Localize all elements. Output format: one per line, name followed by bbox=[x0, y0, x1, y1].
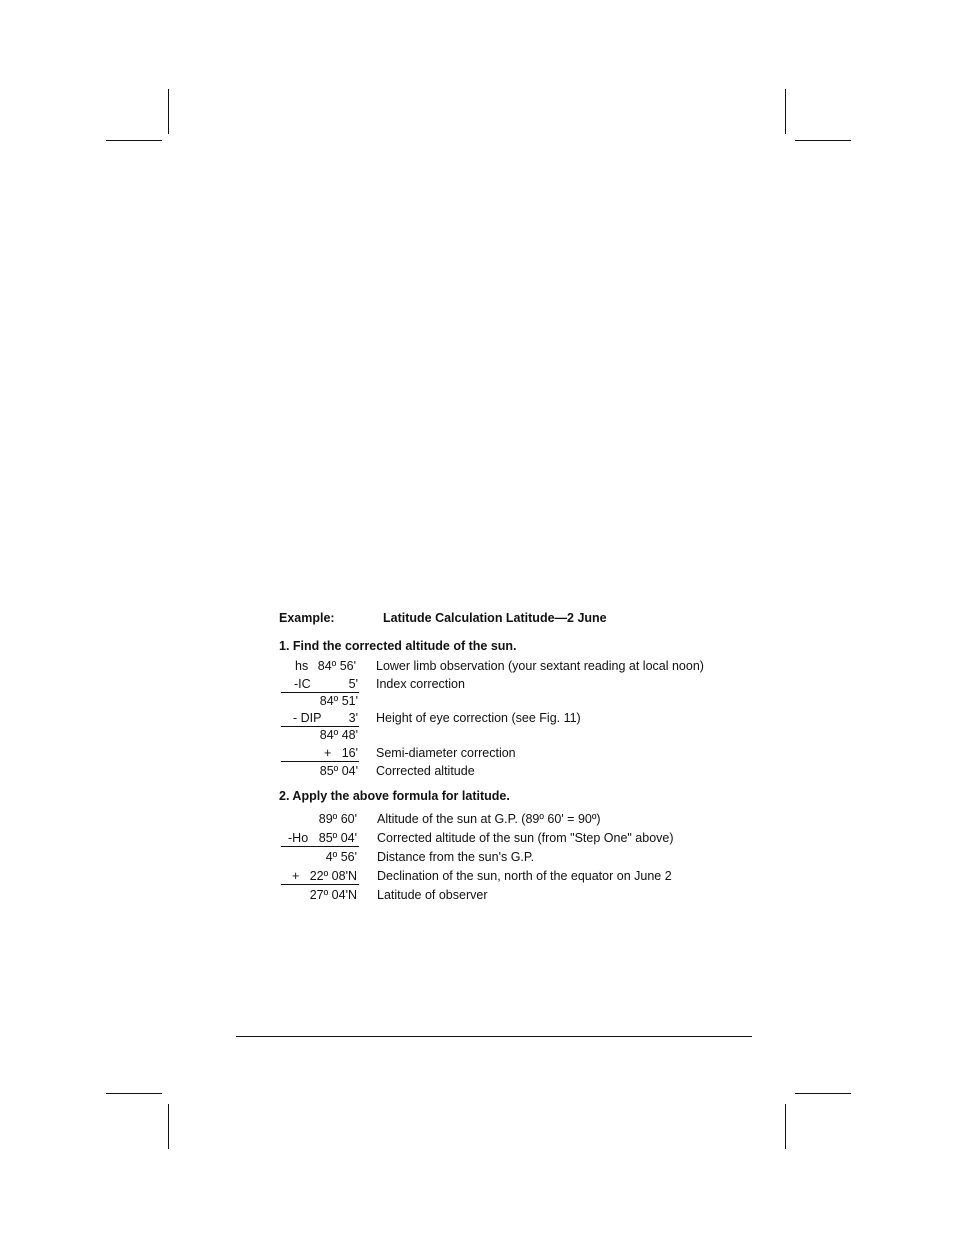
sum-rule bbox=[281, 726, 359, 727]
row-value: 84º 56' bbox=[317, 659, 356, 673]
row-description: Corrected altitude bbox=[376, 764, 475, 778]
row-description: Height of eye correction (see Fig. 11) bbox=[376, 711, 581, 725]
row-description: Lower limb observation (your sextant reading at local noon) bbox=[376, 659, 704, 673]
row-value: 27º 04'N bbox=[309, 888, 357, 902]
row-description: Index correction bbox=[376, 677, 465, 691]
sum-rule bbox=[281, 846, 359, 847]
example-title: Latitude Calculation Latitude—2 June bbox=[383, 611, 607, 625]
sum-rule bbox=[281, 884, 359, 885]
crop-mark-top-left-vertical bbox=[168, 89, 169, 134]
crop-mark-top-right-vertical bbox=[785, 89, 786, 134]
row-label: - DIP bbox=[293, 711, 322, 725]
step1-heading: 1. Find the corrected altitude of the sun. bbox=[279, 639, 517, 653]
row-value: 89º 60' bbox=[318, 812, 357, 826]
row-value: 85º 04' bbox=[318, 831, 357, 845]
row-description: Corrected altitude of the sun (from "Step One" above) bbox=[377, 831, 674, 845]
row-value: 4º 56' bbox=[325, 850, 357, 864]
crop-mark-bottom-left-vertical bbox=[168, 1104, 169, 1149]
row-value: 3' bbox=[348, 711, 358, 725]
crop-mark-bottom-right-horizontal bbox=[795, 1093, 851, 1094]
row-description: Declination of the sun, north of the equator on June 2 bbox=[377, 869, 672, 883]
footer-rule bbox=[236, 1036, 752, 1037]
row-label: -IC bbox=[294, 677, 311, 691]
row-label: + bbox=[292, 869, 300, 883]
crop-mark-bottom-left-horizontal bbox=[106, 1093, 162, 1094]
row-value: 84º 51' bbox=[319, 694, 358, 708]
row-label: + bbox=[324, 746, 332, 760]
crop-mark-bottom-right-vertical bbox=[785, 1104, 786, 1149]
row-value: 84º 48' bbox=[319, 728, 358, 742]
row-description: Distance from the sun's G.P. bbox=[377, 850, 535, 864]
row-description: Semi-diameter correction bbox=[376, 746, 516, 760]
row-label: hs bbox=[295, 659, 309, 673]
row-value: 22º 08'N bbox=[309, 869, 357, 883]
row-value: 16' bbox=[341, 746, 358, 760]
crop-mark-top-right-horizontal bbox=[795, 140, 851, 141]
row-description: Latitude of observer bbox=[377, 888, 488, 902]
step2-heading: 2. Apply the above formula for latitude. bbox=[279, 789, 510, 803]
sum-rule bbox=[281, 761, 359, 762]
example-label: Example: bbox=[279, 611, 335, 625]
row-value: 85º 04' bbox=[319, 764, 358, 778]
row-label: -Ho bbox=[288, 831, 309, 845]
row-value: 5' bbox=[348, 677, 358, 691]
row-description: Altitude of the sun at G.P. (89º 60' = 90º) bbox=[377, 812, 601, 826]
crop-mark-top-left-horizontal bbox=[106, 140, 162, 141]
sum-rule bbox=[281, 692, 359, 693]
